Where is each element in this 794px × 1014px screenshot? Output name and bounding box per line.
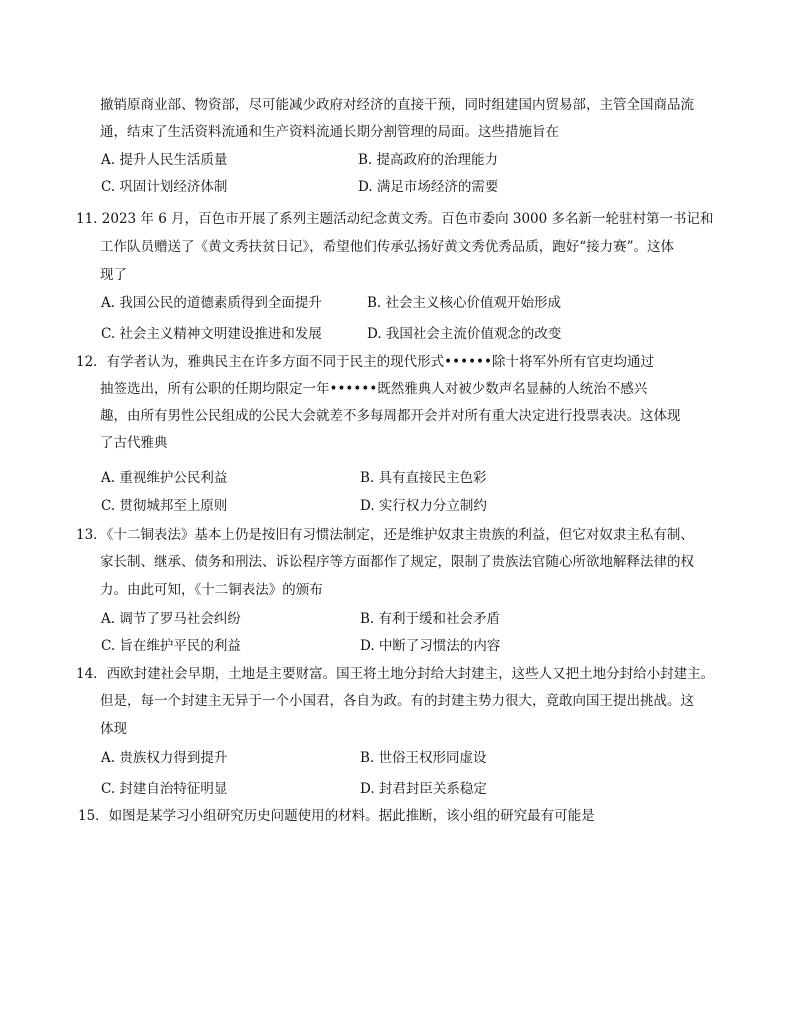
q10-option-b: B. 提高政府的治理能力 xyxy=(358,152,499,168)
q13-stem-line2: 家长制、继承、债务和刑法、诉讼程序等方面都作了规定，限制了贵族法官随心所欲地解释法律的权 xyxy=(100,554,694,570)
q10-option-d: D. 满足市场经济的需要 xyxy=(358,179,499,195)
q13-option-c: C. 旨在维护平民的利益 xyxy=(101,638,241,654)
q13-option-a: A. 调节了罗马社会纠纷 xyxy=(101,611,241,627)
q14-option-a: A. 贵族权力得到提升 xyxy=(101,750,228,766)
q11-stem-line2: 工作队员赠送了《黄文秀扶贫日记》，希望他们传承弘扬好黄文秀优秀品质，跑好“接力赛”。这体 xyxy=(100,239,675,255)
q13-stem-line3: 力。由此可知，《十二铜表法》的颁布 xyxy=(100,582,323,598)
q11-stem-line3: 现了 xyxy=(100,267,127,283)
q14-stem-line3: 体现 xyxy=(100,721,127,737)
q14-option-d: D. 封君封臣关系稳定 xyxy=(360,781,487,797)
q14-option-b: B. 世俗王权形同虚设 xyxy=(360,750,487,766)
q11-stem-line1: 11. 2023 年 6 月，百色市开展了系列主题活动纪念黄文秀。百色市委向 3000 多名新一轮驻村第一书记和 xyxy=(76,211,714,227)
q12-stem-line1: 12．有学者认为，雅典民主在许多方面不同于民主的现代形式••••••除十将军外所有官吏均通过 xyxy=(76,354,654,370)
q12-option-b: B. 具有直接民主色彩 xyxy=(360,470,487,486)
q11-option-c: C. 社会主义精神文明建设推进和发展 xyxy=(101,326,322,342)
q12-stem-line4: 了古代雅典 xyxy=(100,435,168,451)
q10-option-c: C. 巩固计划经济体制 xyxy=(101,179,228,195)
q12-option-a: A. 重视维护公民利益 xyxy=(101,470,228,486)
q15-stem-line1: 15．如图是某学习小组研究历史问题使用的材料。据此推断，该小组的研究最有可能是 xyxy=(78,808,595,824)
q10-option-a: A. 提升人民生活质量 xyxy=(101,152,228,168)
q12-option-d: D. 实行权力分立制约 xyxy=(360,498,487,514)
q13-option-d: D. 中断了习惯法的内容 xyxy=(360,638,501,654)
q14-option-c: C. 封建自治特征明显 xyxy=(101,781,228,797)
q11-option-b: B. 社会主义核心价值观开始形成 xyxy=(367,295,562,311)
q14-stem-line2: 但是，每一个封建主无异于一个小国君，各自为政。有的封建主势力很大，竟敢向国王提出挑战。这 xyxy=(100,693,694,709)
q12-stem-line2: 抽签选出，所有公职的任期均限定一年••••••既然雅典人对被少数声名显赫的人统治不感兴 xyxy=(100,381,648,397)
q11-option-a: A. 我国公民的道德素质得到全面提升 xyxy=(101,295,322,311)
q13-option-b: B. 有利于缓和社会矛盾 xyxy=(360,611,501,627)
q11-option-d: D. 我国社会主流价值观念的改变 xyxy=(367,326,562,342)
q14-stem-line1: 14．西欧封建社会早期，土地是主要财富。国王将土地分封给大封建主，这些人又把土地分封给小封建主。 xyxy=(76,666,715,682)
q10-stem-line2: 通，结束了生活资料流通和生产资料流通长期分割管理的局面。这些措施旨在 xyxy=(100,124,559,140)
q12-stem-line3: 趣，由所有男性公民组成的公民大会就差不多每周都开会并对所有重大决定进行投票表决。这体现 xyxy=(100,408,681,424)
q13-stem-line1: 13．《十二铜表法》基本上仍是按旧有习惯法制定，还是维护奴隶主贵族的利益，但它对奴隶主私有制、 xyxy=(76,527,694,543)
q10-stem-line1: 撤销原商业部、物资部，尽可能减少政府对经济的直接干预，同时组建国内贸易部，主管全国商品流 xyxy=(100,97,694,113)
q12-option-c: C. 贯彻城邦至上原则 xyxy=(101,498,228,514)
